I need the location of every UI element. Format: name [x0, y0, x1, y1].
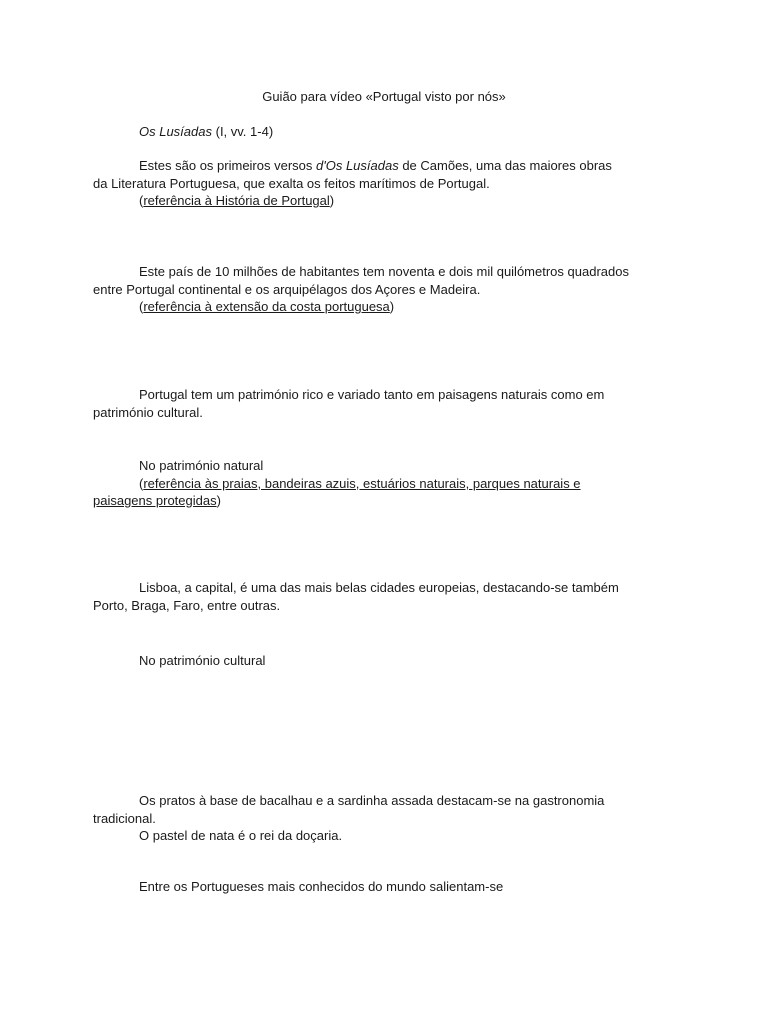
paragraph-lusiadas-ref: Os Lusíadas (I, vv. 1-4): [139, 124, 274, 139]
paragraph-portugueses: Entre os Portugueses mais conhecidos do mundo salientam-se: [139, 879, 504, 894]
paragraph-gastronomia: Os pratos à base de bacalhau e a sardinha assada destacam-se na gastronomia tradicional. O pastel de nata é o rei da doçaria.: [93, 793, 605, 843]
paragraph-lisboa: Lisboa, a capital, é uma das mais belas cidades europeias, destacando-se também Porto, Braga, Faro, entre outras.: [93, 580, 619, 613]
link-historia[interactable]: referência à História de Portugal: [143, 193, 330, 208]
document-title: Guião para vídeo «Portugal visto por nós»: [262, 89, 506, 104]
link-praias[interactable]: referência às praias, bandeiras azuis, estuários naturais, parques naturais e: [143, 475, 581, 491]
link-costa[interactable]: referência à extensão da costa portuguesa: [143, 299, 390, 314]
italic-text: Os Lusíadas: [139, 124, 212, 139]
paragraph-cultural: No património cultural: [139, 653, 266, 668]
paragraph-intro: Estes são os primeiros versos d'Os Lusíadas de Camões, uma das maiores obras da Literatura Portuguesa, que exalta os feitos marítimos de Portugal. (referência à História de Portugal): [93, 158, 612, 208]
paragraph-country: Este país de 10 milhões de habitantes tem noventa e dois mil quilómetros quadrados entre Portugal continental e os arquipélagos dos Açores e Madeira. (referência à extensão da costa portuguesa): [93, 264, 629, 314]
paragraph-patrimonio: Portugal tem um património rico e variado tanto em paisagens naturais como em património cultural.: [93, 387, 605, 420]
link-paisagens[interactable]: paisagens protegidas: [93, 493, 217, 508]
paragraph-natural: No património natural (referência às praias, bandeiras azuis, estuários naturais, parques naturais e paisagens protegidas): [93, 458, 581, 508]
